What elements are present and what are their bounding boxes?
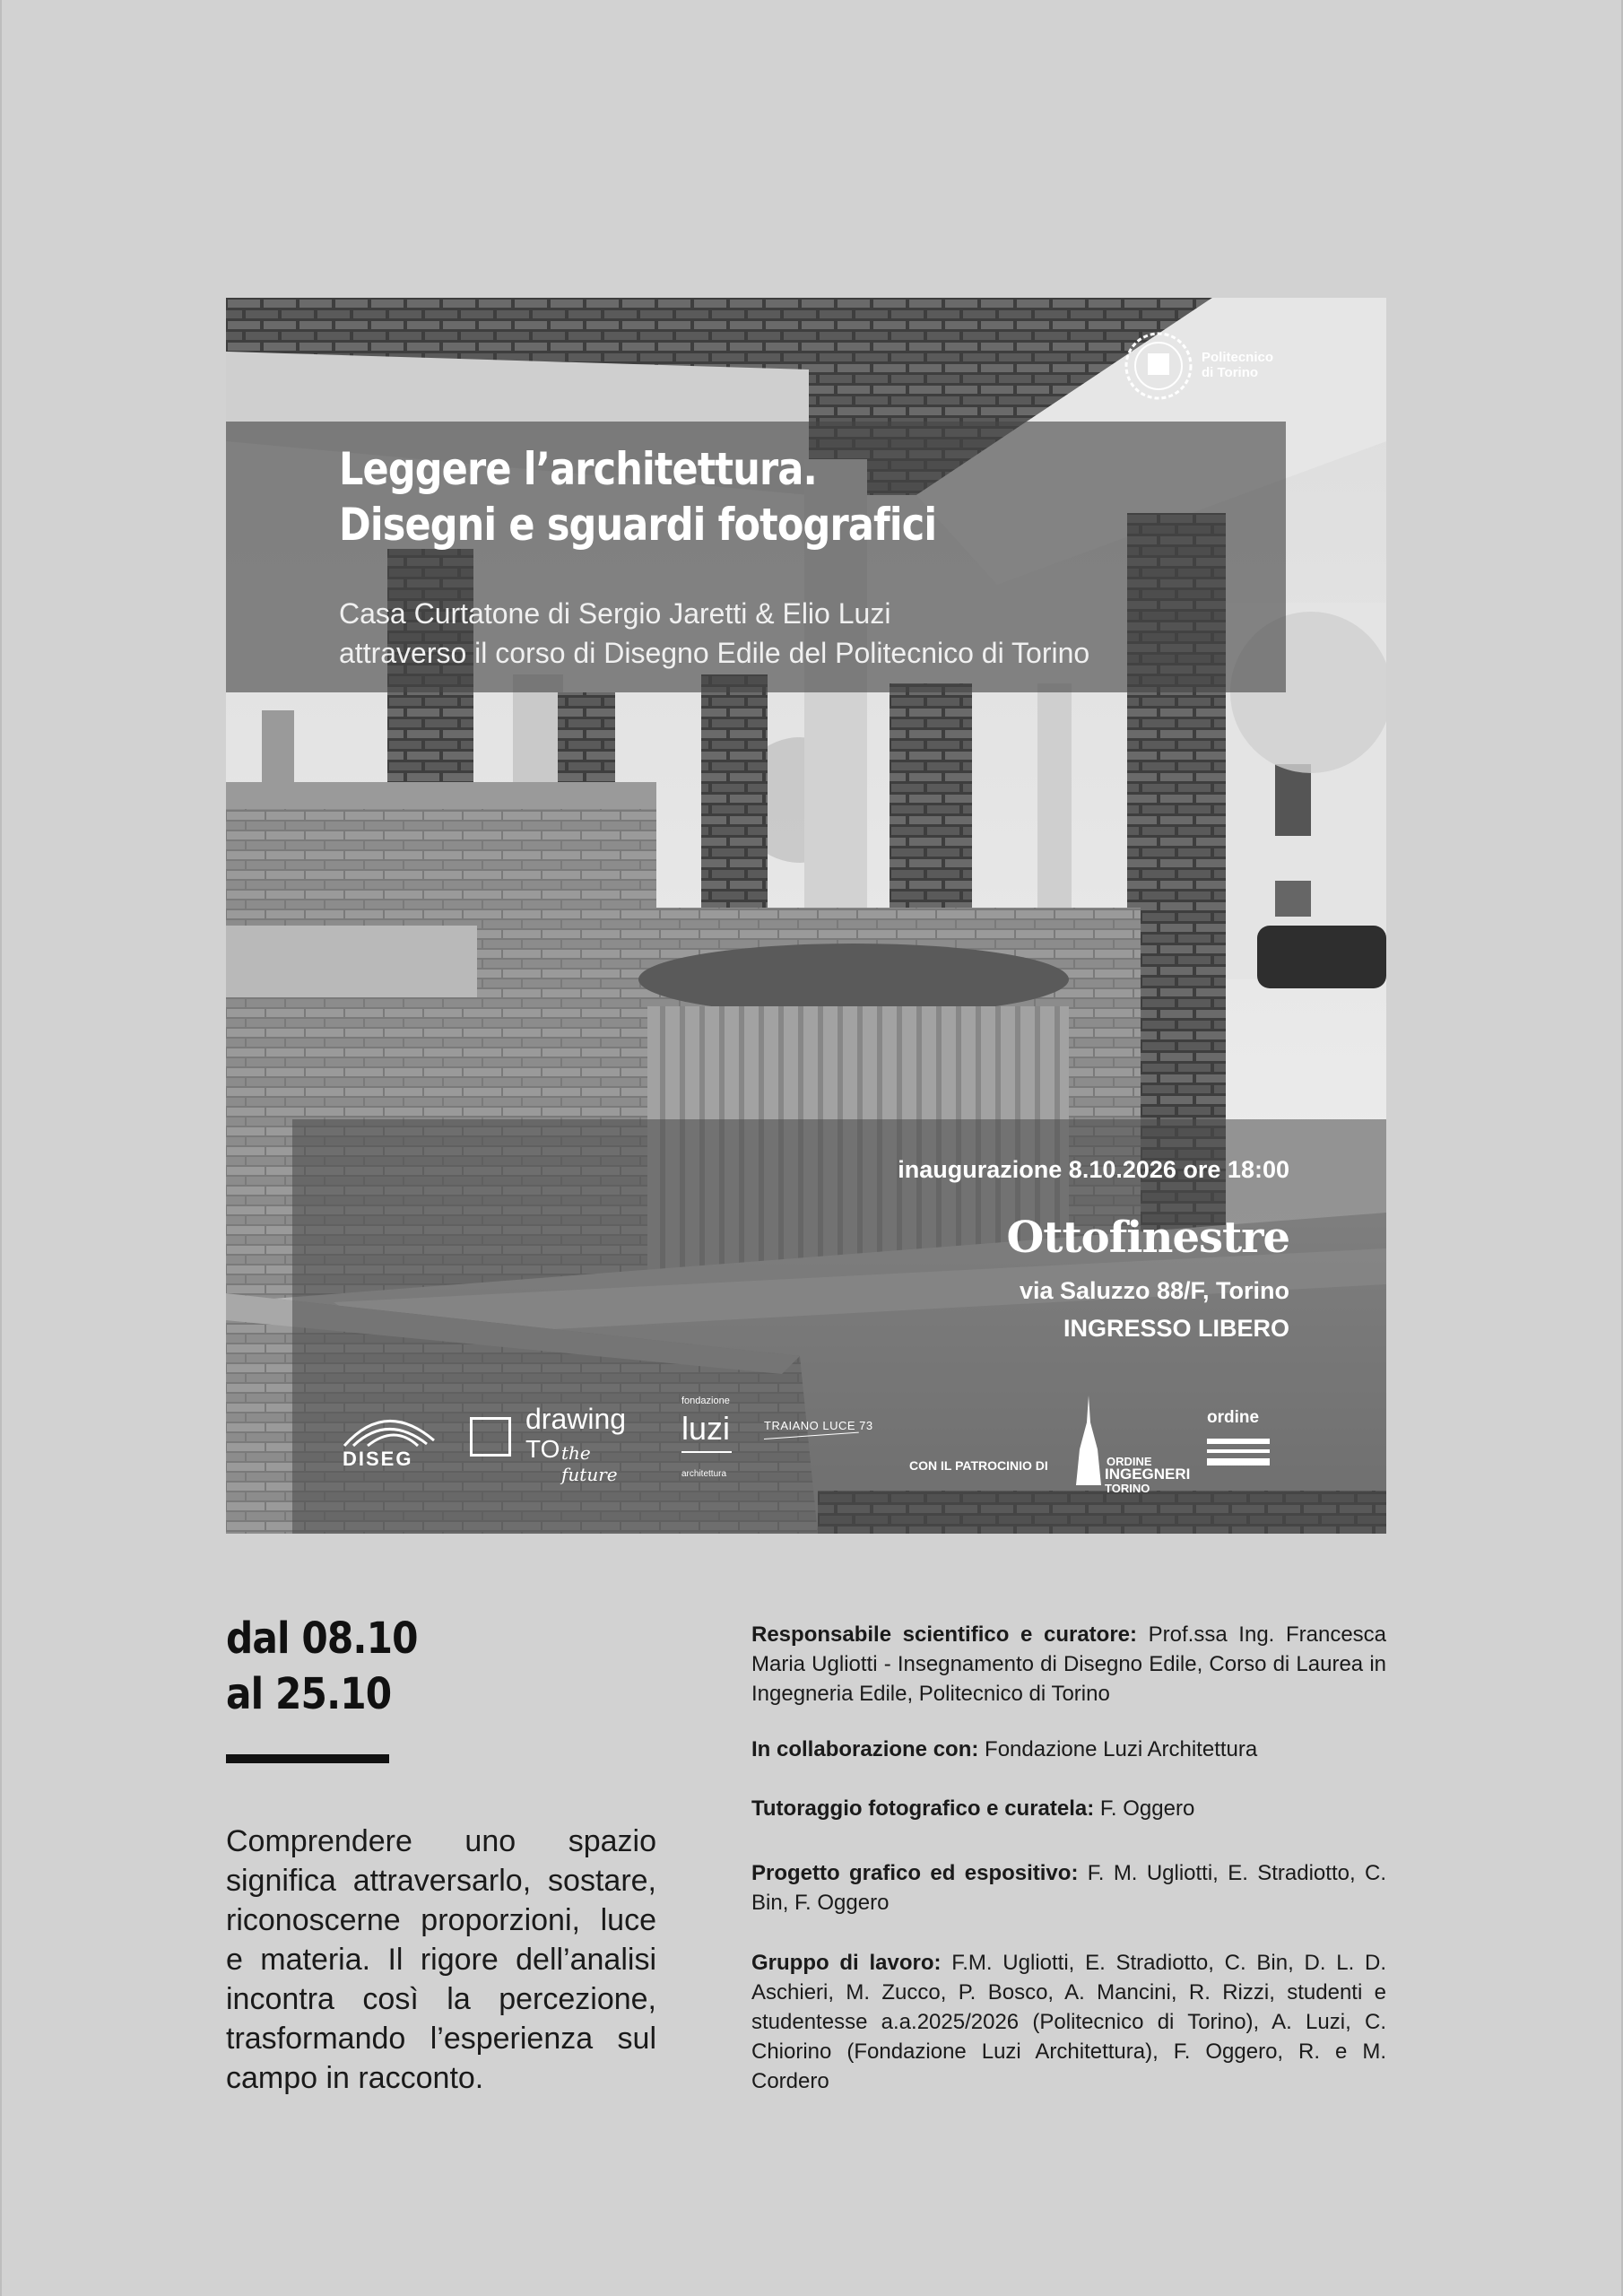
credit-collaboration: In collaborazione con: Fondazione Luzi Architettura (751, 1737, 1258, 1761)
subtitle-line-1: Casa Curtatone di Sergio Jaretti & Elio Luzi (339, 597, 891, 630)
inauguration-date: inaugurazione 8.10.2026 ore 18:00 (898, 1156, 1289, 1183)
poster-title (339, 441, 936, 552)
ordine-ingegneri-logo: ORDINE INGEGNERI TORINO (1071, 1396, 1196, 1485)
divider (226, 1754, 389, 1763)
venue-address: via Saluzzo 88/F, Torino (1019, 1277, 1289, 1304)
politecnico-seal-icon (1123, 330, 1194, 402)
page-edge-left (0, 0, 2, 2296)
credit-graphic-design: Progetto grafico ed espositivo: F. M. Ugliotti, E. Stradiotto, C. Bin, F. Oggero (751, 1861, 1386, 1915)
date-from: dal 08.10 (226, 1613, 418, 1664)
date-to: al 25.10 (226, 1669, 392, 1719)
traiano-luce-logo: TRAIANO LUCE 73 (764, 1419, 872, 1455)
politecnico-logo (1123, 330, 1293, 402)
intro-paragraph: Comprendere uno spazio significa attraversarlo, sostare, riconoscerne proporzioni, luce e materia. Il rigore dell’analisi incontra così la percezione, trasformando l’esperienza sul campo in racconto. (226, 1824, 656, 2095)
title-line-2: Disegni e sguardi fotografici (339, 499, 937, 551)
poster-subtitle (339, 594, 1236, 673)
traiano-stroke (764, 1432, 859, 1439)
drawing-the-future-logo: drawing TO the future (470, 1403, 649, 1465)
luzi-underline (681, 1451, 732, 1453)
subtitle-line-2: attraverso il corso di Disegno Edile del Politecnico di Torino (339, 637, 1090, 669)
politecnico-text: Politecnico di Torino (1202, 350, 1274, 380)
credit-photo-tutoring: Tutoraggio fotografico e curatela: F. Oggero (751, 1796, 1195, 1821)
fondazione-luzi-logo: fondazione luzi architettura (681, 1396, 731, 1479)
patronage-label: CON IL PATROCINIO DI (909, 1458, 1048, 1473)
credit-working-group: Gruppo di lavoro: F.M. Ugliotti, E. Stradiotto, C. Bin, D. L. D. Aschieri, M. Zucco, P. Bosco, A. Mancini, R. Rizzi, studenti e studentesse a.a.2025/2026 (Politecnico di Torino), A. Luzi, C. Chiorino (Fondazione Luzi Architettura), F. Oggero, R. e M. Cordero (751, 1951, 1386, 2093)
diseg-arc-icon (341, 1408, 439, 1449)
ordine-architetti-logo: ordine (1207, 1408, 1288, 1480)
free-entry: INGRESSO LIBERO (1063, 1315, 1289, 1342)
venue-name: Ottofinestre (1006, 1213, 1289, 1263)
title-line-1: Leggere l’architettura. (339, 443, 817, 495)
credit-curator: Responsabile scientifico e curatore: Prof.ssa Ing. Francesca Maria Ugliotti - Insegnamento di Disegno Edile, Corso di Laurea in Ingegneria Edile, Politecnico di Torino (751, 1622, 1387, 1706)
ordine-architetti-mark-icon (1207, 1435, 1271, 1471)
diseg-logo: DISEG (341, 1408, 439, 1471)
exhibition-dates (226, 1611, 418, 1722)
poster-photo (226, 298, 1386, 1534)
drawing-box-icon (470, 1417, 511, 1457)
mole-antonelliana-icon (1071, 1396, 1107, 1485)
